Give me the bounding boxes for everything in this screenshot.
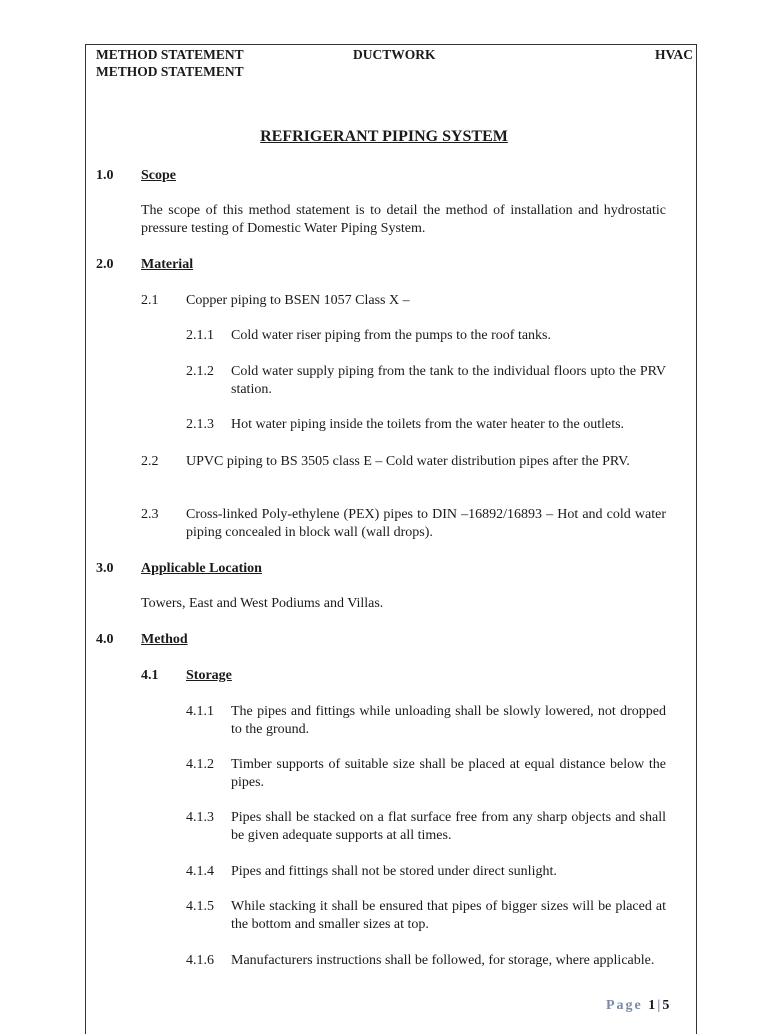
section-number: 3.0 [96,561,114,576]
item-text: Cold water riser piping from the pumps to the roof tanks. [231,328,551,343]
current-page: 1 [648,998,658,1013]
item-number: 2.1 [141,293,159,308]
section-number: 2.0 [96,257,114,272]
subsection-heading: Storage [186,668,232,683]
subsection-number: 4.1 [141,668,159,683]
item-text: While stacking it shall be ensured that pipes of bigger sizes will be placed at the bottom and smaller sizes at top. [231,899,666,932]
section-heading: Applicable Location [141,561,262,576]
header-right: HVAC [655,47,694,62]
item-text: Cold water supply piping from the tank to the individual floors upto the PRV station. [231,364,666,397]
header-left-line1: METHOD STATEMENT [96,47,244,62]
page-number [606,998,671,1014]
section-heading: Scope [141,168,176,183]
document-title: REFRIGERANT PIPING SYSTEM [260,128,508,145]
section-number: 4.0 [96,632,114,647]
item-number: 4.1.1 [186,704,214,719]
header-center: DUCTWORK [353,47,436,62]
item-number: 2.1.3 [186,417,214,432]
item-text: Pipes shall be stacked on a flat surface free from any sharp objects and shall be given adequate supports at all times. [231,810,666,843]
item-number: 2.1.1 [186,328,214,343]
item-text: Pipes and fittings shall not be stored under direct sunlight. [231,864,557,879]
item-text: Manufacturers instructions shall be followed, for storage, where applicable. [231,953,655,968]
page-label: Page [606,998,643,1013]
item-number: 4.1.6 [186,953,214,968]
item-text: UPVC piping to BS 3505 class E – Cold water distribution pipes after the PRV. [186,454,630,469]
item-number: 4.1.2 [186,757,214,772]
item-number: 2.2 [141,454,159,469]
paragraph: Towers, East and West Podiums and Villas. [141,596,384,611]
paragraph: The scope of this method statement is to detail the method of installation and hydrostatic pressure testing of Domestic Water Piping System. [141,203,666,236]
item-text: Cross-linked Poly-ethylene (PEX) pipes to DIN –16892/16893 – Hot and cold water piping concealed in block wall (wall drops). [186,507,666,540]
page-separator: | [657,998,663,1013]
total-pages: 5 [662,998,672,1013]
item-number: 4.1.3 [186,810,214,825]
section-heading: Material [141,257,194,272]
item-number: 4.1.5 [186,899,214,914]
item-text: Hot water piping inside the toilets from the water heater to the outlets. [231,417,625,432]
section-heading: Method [141,632,188,647]
section-number: 1.0 [96,168,114,183]
header-left-line2: METHOD STATEMENT [96,64,244,79]
item-number: 2.3 [141,507,159,522]
item-text: The pipes and fittings while unloading shall be slowly lowered, not dropped to the ground. [231,704,666,737]
item-number: 4.1.4 [186,864,214,879]
item-text: Copper piping to BSEN 1057 Class X – [186,293,410,308]
item-number: 2.1.2 [186,364,214,379]
item-text: Timber supports of suitable size shall be placed at equal distance below the pipes. [231,757,666,790]
